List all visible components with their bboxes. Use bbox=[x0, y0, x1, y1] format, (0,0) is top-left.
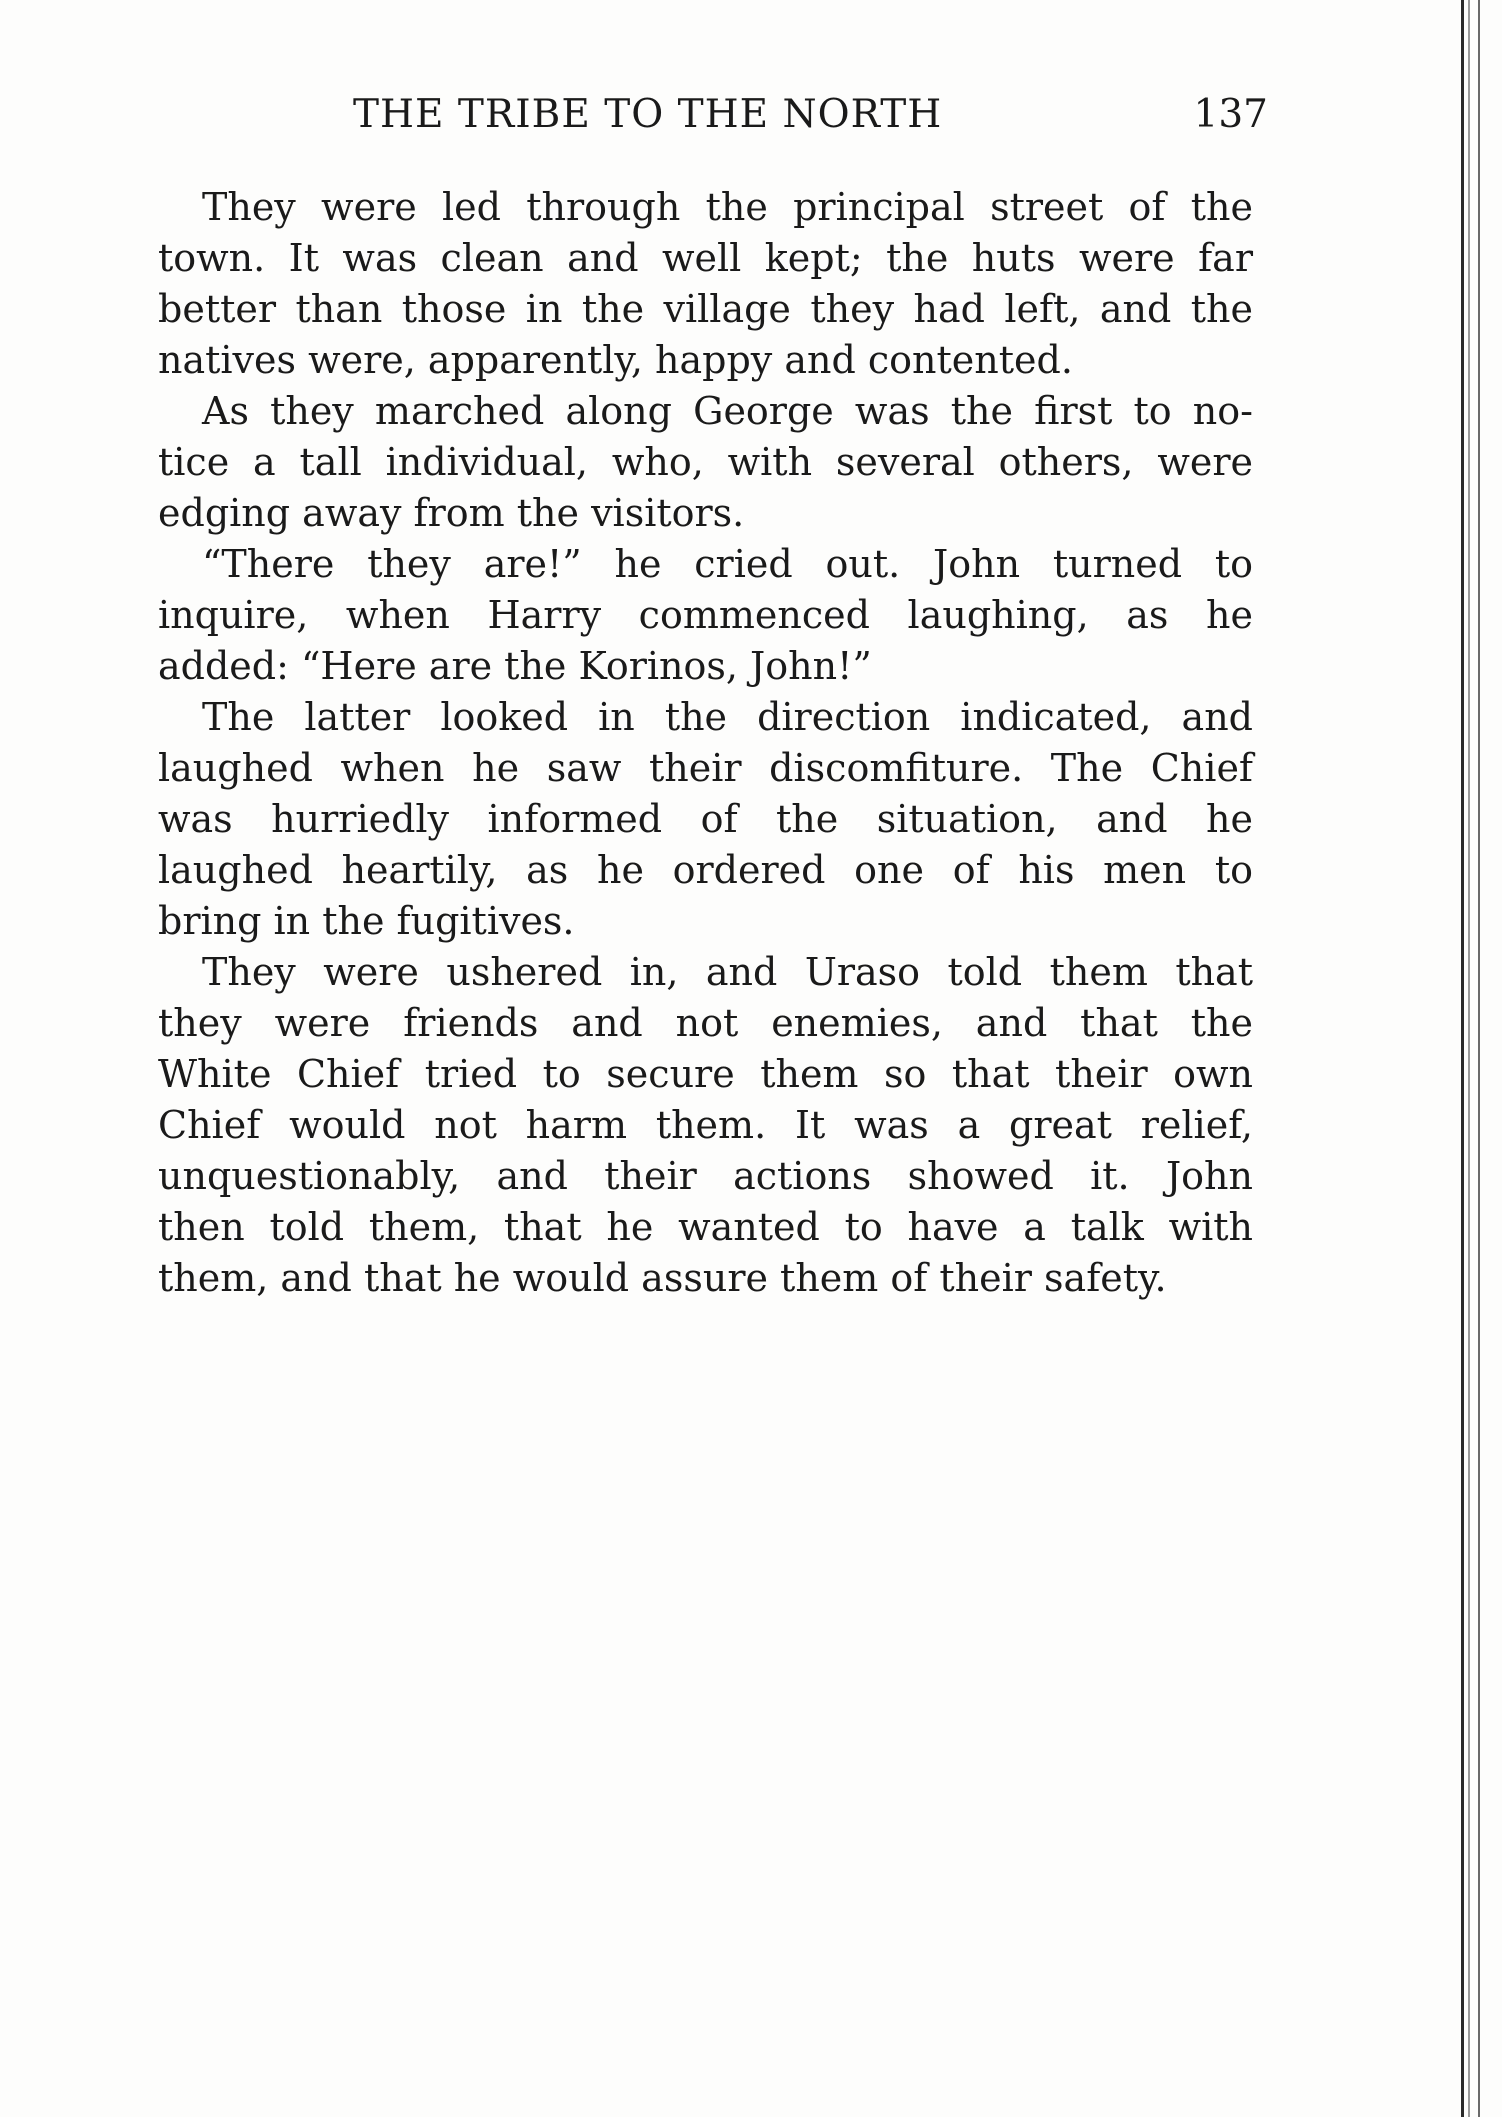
text-line: laughed heartily, as he ordered one of his men to bbox=[158, 848, 1253, 892]
text-line: tice a tall individual, who, with several others, were bbox=[158, 440, 1253, 484]
paragraph-4 bbox=[158, 692, 1253, 947]
text-line: bring in the fugitives. bbox=[158, 899, 575, 943]
text-line: edging away from the visitors. bbox=[158, 491, 745, 535]
text-line: laughed when he saw their discomfiture. The Chief bbox=[158, 746, 1253, 790]
text-line: town. It was clean and well kept; the huts were far bbox=[158, 236, 1253, 280]
paragraph-3 bbox=[158, 539, 1253, 692]
text-line: The latter looked in the direction indicated, and bbox=[202, 695, 1253, 739]
text-line: was hurriedly informed of the situation, and he bbox=[158, 797, 1253, 841]
paragraph-5 bbox=[158, 947, 1253, 1304]
body-text bbox=[158, 182, 1253, 1304]
text-line: they were friends and not enemies, and that the bbox=[158, 1001, 1253, 1045]
text-line: better than those in the village they had left, and the bbox=[158, 287, 1253, 331]
page-edge-border bbox=[1461, 0, 1480, 2117]
text-line: then told them, that he wanted to have a talk with bbox=[158, 1205, 1253, 1249]
paragraph-2 bbox=[158, 386, 1253, 539]
text-line: added: “Here are the Korinos, John!” bbox=[158, 644, 872, 688]
paragraph-1 bbox=[158, 182, 1253, 386]
running-title: THE TRIBE TO THE NORTH bbox=[353, 92, 943, 137]
page-number: 137 bbox=[1193, 92, 1268, 137]
running-head bbox=[158, 90, 1268, 140]
text-line: them, and that he would assure them of their safety. bbox=[158, 1256, 1167, 1300]
text-line: “There they are!” he cried out. John turned to bbox=[202, 542, 1253, 586]
text-line: inquire, when Harry commenced laughing, as he bbox=[158, 593, 1253, 637]
text-line: As they marched along George was the first to no- bbox=[202, 389, 1253, 433]
text-line: They were ushered in, and Uraso told them that bbox=[202, 950, 1253, 994]
text-line: They were led through the principal street of the bbox=[202, 185, 1253, 229]
text-line: Chief would not harm them. It was a great relief, bbox=[158, 1103, 1253, 1147]
text-line: natives were, apparently, happy and contented. bbox=[158, 338, 1073, 382]
text-line: White Chief tried to secure them so that their own bbox=[158, 1052, 1253, 1096]
text-line: unquestionably, and their actions showed it. John bbox=[158, 1154, 1253, 1198]
